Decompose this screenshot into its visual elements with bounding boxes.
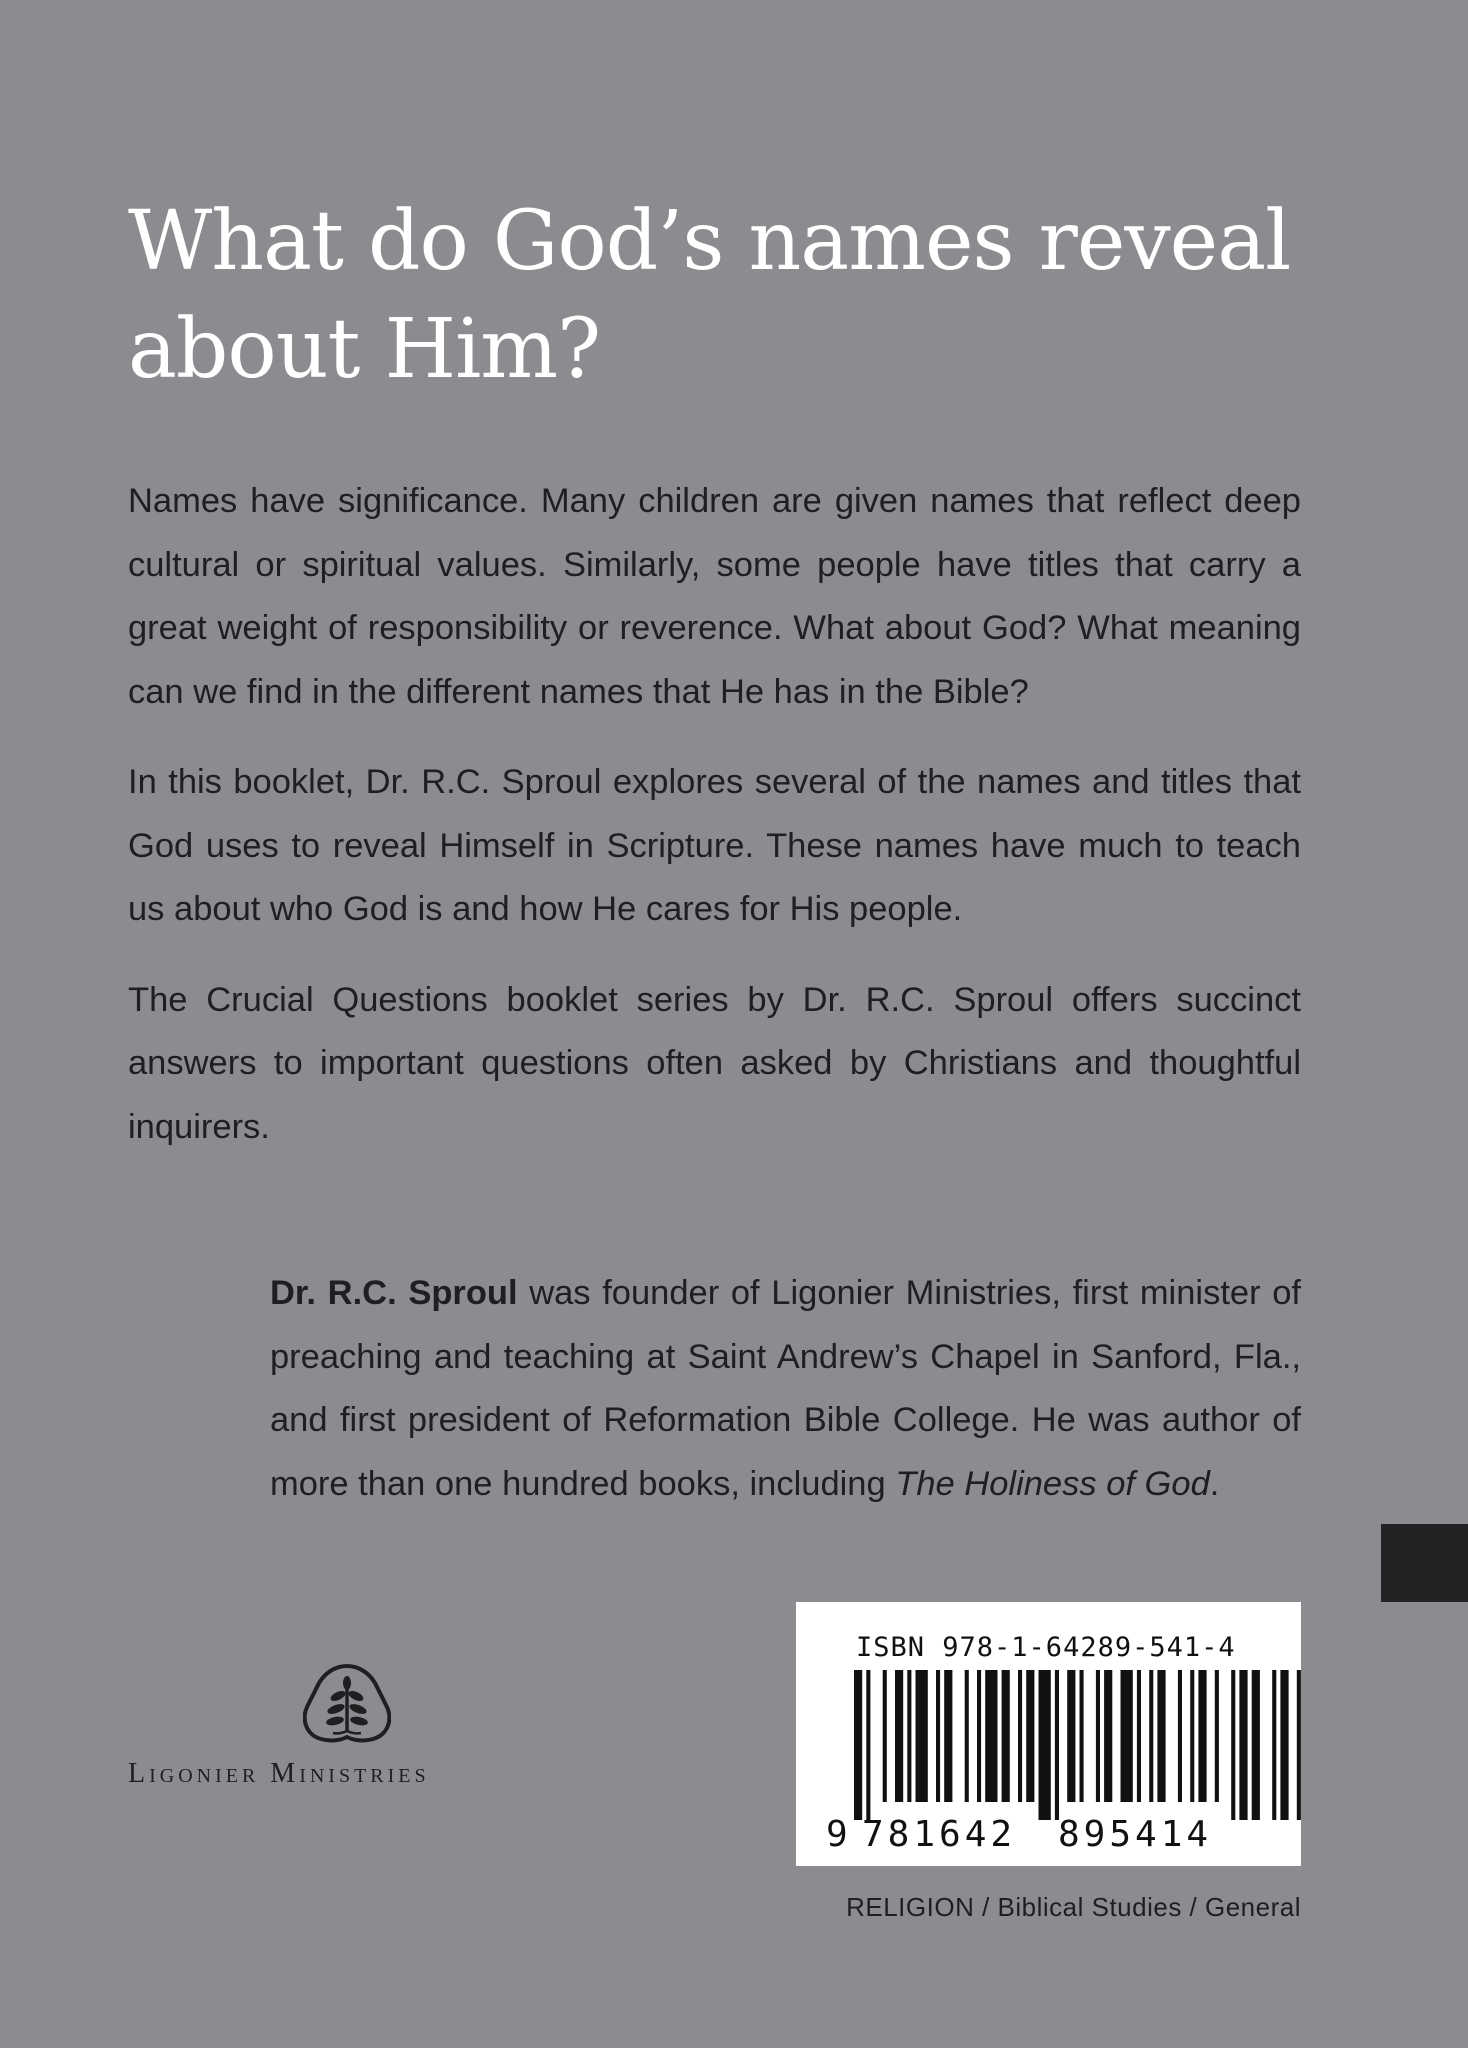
barcode-bar: [916, 1670, 928, 1802]
barcode-bar: [883, 1670, 887, 1802]
barcode-bar: [1096, 1670, 1100, 1802]
description-paragraph: The Crucial Questions booklet series by Dr. R.C. Sproul offers succinct answers to important questions often asked by Christians and thoughtful inquirers.: [128, 980, 1301, 1146]
description: [128, 470, 1301, 1186]
barcode-bar: [1272, 1670, 1276, 1820]
barcode-bar: [1149, 1670, 1153, 1802]
barcode-bar: [936, 1670, 940, 1802]
barcode-bar: [977, 1670, 981, 1802]
barcode-bar: [965, 1670, 969, 1802]
author-bio-end: .: [1209, 1464, 1220, 1503]
barcode-bar: [907, 1670, 911, 1802]
barcode-bar: [1137, 1670, 1141, 1802]
barcode-bar: [985, 1670, 997, 1802]
barcode-bar: [1039, 1670, 1051, 1820]
barcode-bar: [1080, 1670, 1084, 1802]
barcode-bar: [1252, 1670, 1260, 1820]
barcode-bar: [1297, 1670, 1301, 1820]
barcode-bar: [1280, 1670, 1288, 1820]
author-bio-text: was founder of Ligonier Ministries, first minister of preaching and teaching at Saint Andrew’s Chapel in Sanford, Fla., and first president of Reformation Bible College. He was author of more than one hundred books, including: [270, 1274, 1302, 1503]
description-paragraph: In this booklet, Dr. R.C. Sproul explores several of the names and titles that God uses to reveal Himself in Scripture. These names have much to teach us about who God is and how He cares for His people.: [128, 763, 1301, 928]
isbn-label: ISBN 978-1-64289-541-4: [856, 1632, 1236, 1663]
barcode-bar: [1239, 1670, 1247, 1820]
barcode-bar: [1198, 1670, 1206, 1802]
description-paragraph: Names have significance. Many children are given names that reflect deep cultural or spiritual values. Similarly, some people have titles that carry a great weight of responsibility or reverence. What about God? What meaning can we find in the different names that He has in the Bible?: [128, 482, 1301, 711]
barcode-bar: [866, 1670, 870, 1820]
barcode-bar: [1178, 1670, 1182, 1802]
barcode-bar: [1002, 1670, 1010, 1802]
barcode-bar: [1121, 1670, 1133, 1802]
barcode-digits-left: 781642: [862, 1814, 1017, 1855]
barcode-bar: [1190, 1670, 1194, 1802]
edge-tab-marker: [1381, 1524, 1468, 1602]
barcode-bar: [895, 1670, 903, 1802]
book-title: The Holiness of God: [895, 1464, 1210, 1503]
barcode-bar: [1026, 1670, 1034, 1802]
bisac-category: RELIGION / Biblical Studies / General: [846, 1892, 1301, 1922]
barcode-digit-first: 9: [826, 1814, 848, 1855]
barcode-bar: [1018, 1670, 1022, 1802]
author-name: Dr. R.C. Sproul: [270, 1274, 518, 1312]
barcode-bar: [1231, 1670, 1235, 1820]
tree-in-shield-icon: [303, 1663, 391, 1743]
publisher-name: Ligonier Ministries: [128, 1758, 430, 1789]
barcode-graphic: [796, 1670, 1301, 1866]
barcode-bar: [1157, 1670, 1165, 1802]
headline: What do God’s names reveal about Him?: [128, 194, 1291, 397]
barcode-digits-right: 895414: [1058, 1814, 1213, 1855]
barcode-bar: [854, 1670, 862, 1820]
barcode-bar: [1104, 1670, 1112, 1802]
isbn-barcode: [796, 1602, 1301, 1866]
barcode-bars: [854, 1670, 1301, 1820]
barcode-bar: [1055, 1670, 1059, 1820]
barcode-bar: [944, 1670, 952, 1802]
barcode-bar: [1215, 1670, 1219, 1802]
author-bio: [270, 1262, 1301, 1516]
barcode-bar: [1067, 1670, 1075, 1802]
